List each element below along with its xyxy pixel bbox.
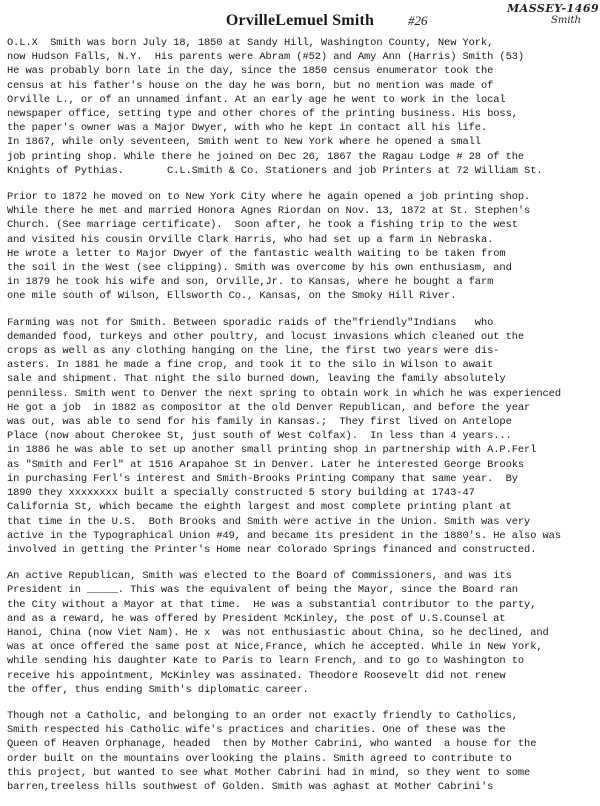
text-line: and as a reward, he was offered by President McKinley, the post of U.S.Counsel at xyxy=(7,612,506,625)
text-line: one mile south of Wilson, Ellsworth Co., Kansas, on the Smoky Hill River. xyxy=(7,290,457,303)
text-line: He was probably born late in the day, since the 1850 census enumerator took the xyxy=(7,65,494,78)
text-line: penniless. Smith went to Denver the next spring to obtain work in which he was experienced xyxy=(7,387,561,400)
text-line: An active Republican, Smith was elected to the Board of Commissioners, and was its xyxy=(7,570,512,583)
text-line: in 1879 he took his wife and son, Orville,Jr. to Kansas, where he bought a farm xyxy=(7,276,494,289)
text-line: and visited his cousin Orville Clark Harris, who had set up a farm in Nebraska. xyxy=(7,233,494,246)
document-body xyxy=(7,36,595,806)
text-line: was at once offered the same post at Nice,France, which he accepted. While in New York, xyxy=(7,641,543,654)
paragraph xyxy=(7,709,595,794)
text-line: active in the Typographical Union #49, and became its president in the 1880's. He also was xyxy=(7,529,561,542)
text-line: President in _____. This was the equivalent of being the Mayor, since the Board ran xyxy=(7,584,518,597)
handwritten-note: MASSEY-1469 xyxy=(507,2,600,15)
text-line: Prior to 1872 he moved on to New York City where he again opened a job printing shop. xyxy=(7,191,531,204)
text-line: order built on the mountains overlooking the plains. Smith agreed to contribute to xyxy=(7,752,512,765)
text-line: was out, was able to send for his family in Kansas.; They first lived on Antelope xyxy=(7,416,512,429)
text-line: Church. (See marriage certificate). Soon after, he took a fishing trip to the west xyxy=(7,219,518,232)
text-line: asters. In 1881 he made a fine crop, and took it to the silo in Wilson to await xyxy=(7,359,494,372)
paragraph xyxy=(7,36,595,178)
text-line: Though not a Catholic, and belonging to an order not exactly friendly to Catholics, xyxy=(7,709,518,722)
text-line: census at his father's house on the day he was born, but no mention was made of xyxy=(7,79,494,92)
text-line: Orville L., or of an unnamed infant. At an early age he went to work in the local xyxy=(7,93,506,106)
text-line: involved in getting the Printer's Home near Colorado Springs financed and constructed. xyxy=(7,543,537,556)
text-line: while sending his daughter Kate to Paris to learn French, and to go to Washington to xyxy=(7,655,525,668)
text-line: 1890 they xxxxxxxx built a specially constructed 5 story building at 1743-47 xyxy=(7,487,475,500)
text-line: Farming was not for Smith. Between sporadic raids of the"friendly"Indians who xyxy=(7,316,494,329)
paragraph xyxy=(7,569,595,697)
page-number: #26 xyxy=(408,13,428,28)
text-line: the paper's owner was a Major Dwyer, with who he kept in contact all his life. xyxy=(7,122,488,135)
text-line: job printing shop. While there he joined on Dec 26, 1867 the Ragau Lodge # 28 of the xyxy=(7,150,525,163)
text-line: this project, but wanted to see what Mother Cabrini had in mind, so they went to some xyxy=(7,766,531,779)
paragraph xyxy=(7,316,595,557)
page-title: OrvilleLemuel Smith xyxy=(225,12,375,29)
text-line: that time in the U.S. Both Brooks and Smith were active in the Union. Smith was very xyxy=(7,515,531,528)
text-line: barren,treeless hills southwest of Golden. Smith was aghast at Mother Cabrini's xyxy=(7,780,494,793)
text-line: California St, which became the eighth largest and most complete printing plant at xyxy=(7,501,512,514)
text-line: Queen of Heaven Orphanage, headed then by Mother Cabrini, who wanted a house for the xyxy=(7,738,537,751)
text-line: He wrote a letter to Major Dwyer of the fantastic wealth waiting to be taken from xyxy=(7,247,506,260)
text-line: Smith respected his Catholic wife's practices and charities. One of these was the xyxy=(7,724,506,737)
text-line: the offer, thus ending Smith's diplomatic career. xyxy=(7,683,309,696)
paragraph xyxy=(7,190,595,304)
text-line: as "Smith and Ferl" at 1516 Arapahoe St in Denver. Later he interested George Brooks xyxy=(7,458,525,471)
text-line: newspaper office, setting type and other chores of the printing business. His boss, xyxy=(7,108,518,121)
text-line: sale and shipment. That night the silo burned down, leaving the family absolutely xyxy=(7,373,506,386)
text-line: Hanoi, China (now Viet Nam). He x was not enthusiastic about China, so he declined, and xyxy=(7,626,549,639)
text-line: While there he met and married Honora Agnes Riordan on Nov. 13, 1872 at St. Stephen's xyxy=(7,205,531,218)
text-line: In 1867, while only seventeen, Smith went to New York where he opened a small xyxy=(7,136,481,149)
text-line: now Hudson Falls, N.Y. His parents were Abram (#52) and Amy Ann (Harris) Smith (53) xyxy=(7,51,525,64)
text-line: crops as well as any clothing hanging on the line, the first two years were dis- xyxy=(7,345,500,358)
text-line: Place (now about Cherokee St, just south of West Colfax). In less than 4 years... xyxy=(7,430,512,443)
text-line: He got a job in 1882 as compositor at the old Denver Republican, and before the year xyxy=(7,401,531,414)
text-line: Knights of Pythias. C.L.Smith & Co. Stationers and job Printers at 72 William St. xyxy=(7,164,543,177)
text-line: demanded food, turkeys and other poultry, and locust invasions which cleaned out the xyxy=(7,330,525,343)
handwritten-note: Smith xyxy=(551,15,581,26)
text-line: receive his appointment, McKinley was assinated. Theodore Roosevelt did not renew xyxy=(7,669,506,682)
text-line: in 1886 he was able to set up another small printing shop in partnership with A.P.Ferl xyxy=(7,444,537,457)
text-line: the City without a Mayor at that time. He was a substantial contributor to the party, xyxy=(7,598,537,611)
text-line: in purchasing Ferl's interest and Smith-Brooks Printing Company that same year. By xyxy=(7,472,518,485)
text-line: O.L.X Smith was born July 18, 1850 at Sandy Hill, Washington County, New York, xyxy=(7,37,494,49)
text-line: the soil in the West (see clipping). Smith was overcome by his own enthusiasm, and xyxy=(7,262,512,275)
